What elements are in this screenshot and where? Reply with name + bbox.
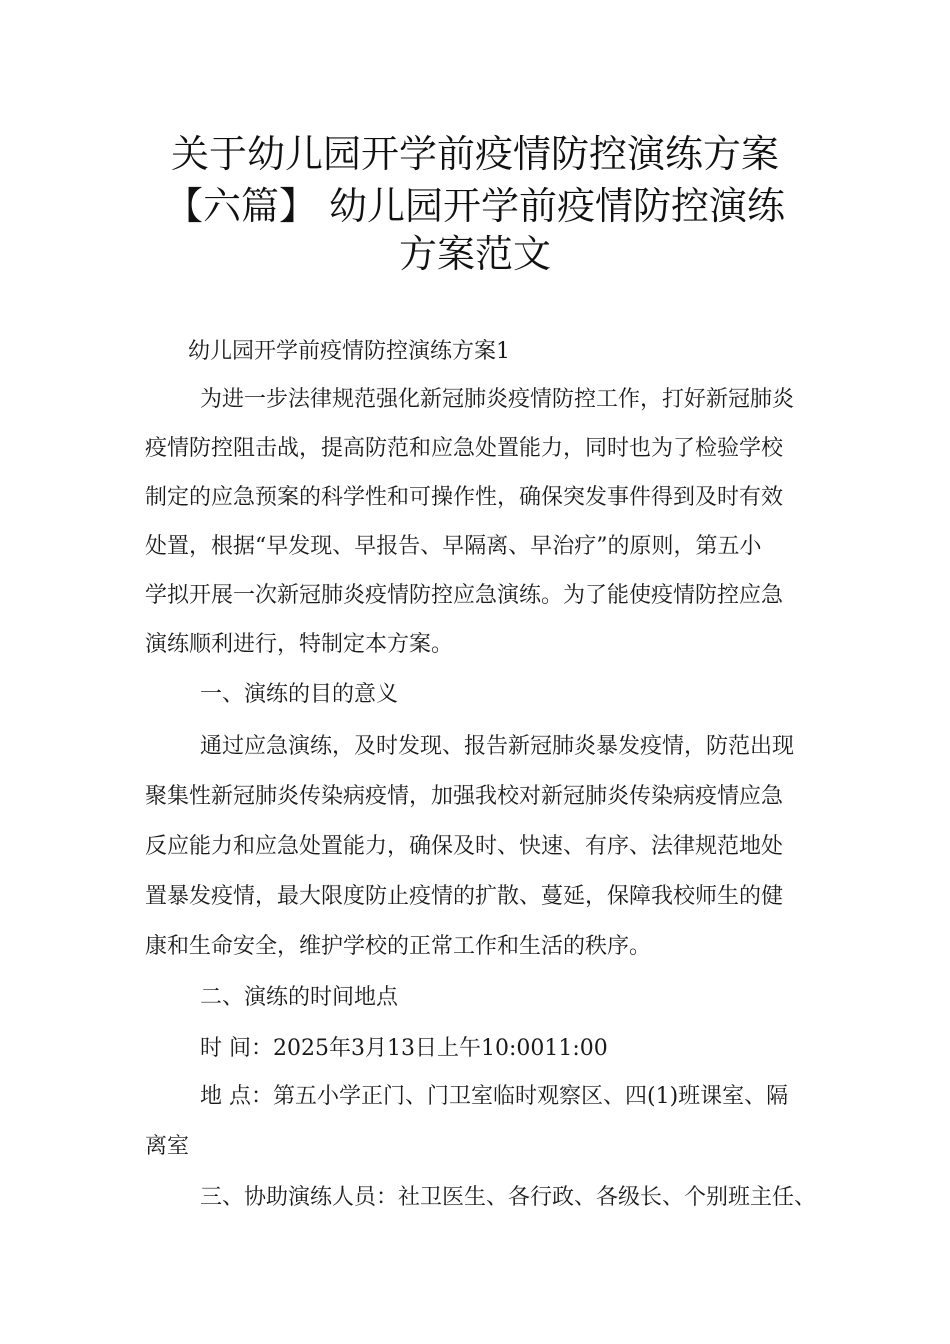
document-title-line-1: 关于幼儿园开学前疫情防控演练方案: [170, 132, 779, 176]
schedule-location-cont: 离室: [145, 1134, 190, 1159]
body-line: 演练顺利进行，特制定本方案。: [145, 632, 454, 657]
body-line: 康和生命安全，维护学校的正常工作和生活的秩序。: [145, 934, 652, 959]
schedule-location: 地 点：第五小学正门、门卫室临时观察区、四(1)班课室、隔: [200, 1084, 789, 1109]
body-line: 反应能力和应急处置能力，确保及时、快速、有序、法律规范地处: [145, 834, 784, 859]
section-heading: 一、演练的目的意义: [200, 682, 399, 707]
body-line: 为进一步法律规范强化新冠肺炎疫情防控工作，打好新冠肺炎: [200, 387, 795, 412]
document-title-line-2: 【六篇】 幼儿园开学前疫情防控演练: [164, 184, 786, 228]
body-line: 通过应急演练，及时发现、报告新冠肺炎暴发疫情，防范出现: [200, 734, 795, 759]
body-line: 处置，根据“早发现、早报告、早隔离、早治疗”的原则，第五小: [145, 534, 762, 559]
section-subtitle: 幼儿园开学前疫情防控演练方案1: [188, 339, 510, 364]
body-line: 制定的应急预案的科学性和可操作性，确保突发事件得到及时有效: [145, 485, 784, 510]
body-line: 置暴发疫情，最大限度防止疫情的扩散、蔓延，保障我校师生的健: [145, 884, 784, 909]
body-line: 疫情防控阻击战，提高防范和应急处置能力，同时也为了检验学校: [145, 436, 784, 461]
schedule-time: 时 间：2025年3月13日上午10:0011:00: [200, 1036, 608, 1061]
body-line: 学拟开展一次新冠肺炎疫情防控应急演练。为了能使疫情防控应急: [145, 583, 784, 608]
section-heading: 三、协助演练人员：社卫医生、各行政、各级长、个别班主任、: [200, 1185, 817, 1210]
section-heading: 二、演练的时间地点: [200, 985, 399, 1010]
body-line: 聚集性新冠肺炎传染病疫情，加强我校对新冠肺炎传染病疫情应急: [145, 784, 784, 809]
document-title-line-3: 方案范文: [398, 232, 551, 276]
